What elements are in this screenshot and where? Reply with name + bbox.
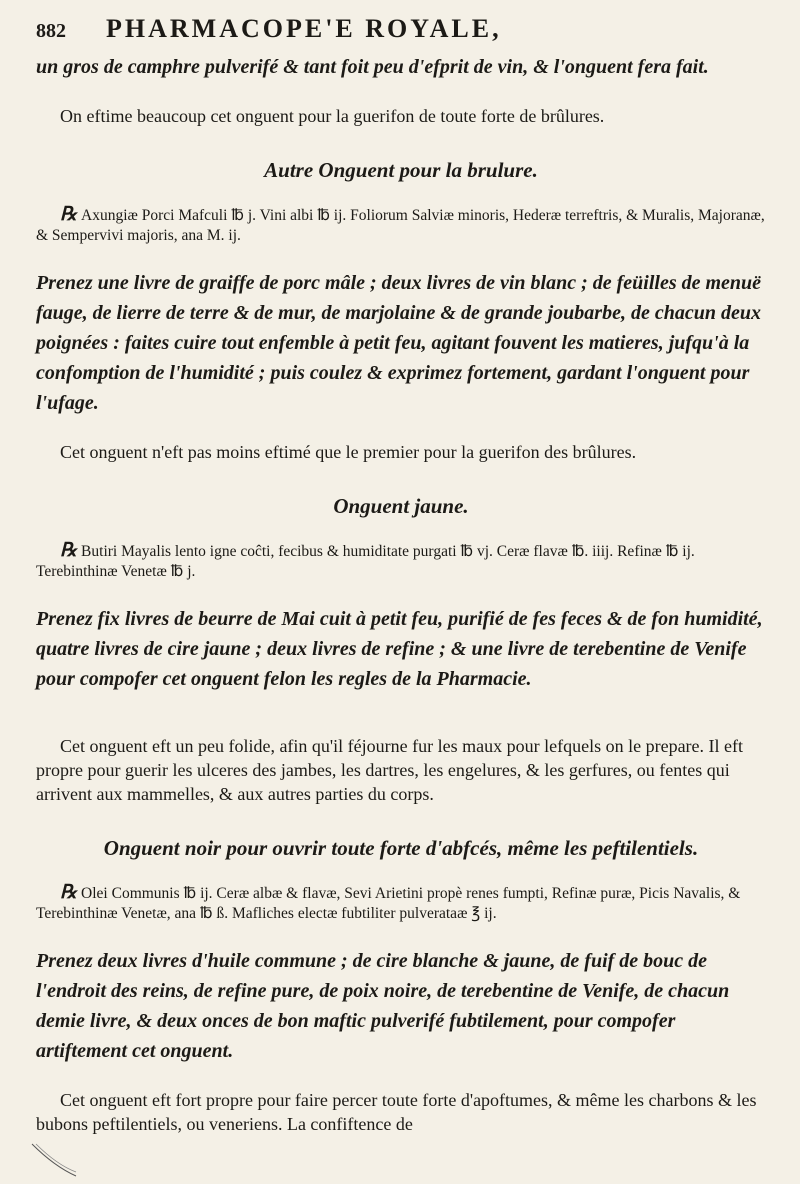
note-jaune: Cet onguent eft un peu folide, afin qu'il féjourne fur les maux pour lefquels on le prepare. Il eft propre pour guerir les ulceres des jambes, les dartres, les engelures, & les gerfures, ou fentes qui arrivent aux mammelles, & aux autres parties du corps. — [36, 736, 744, 804]
latin-recipe-noir — [36, 883, 766, 924]
french-recipe-brulure: Prenez une livre de graiffe de porc mâle ; deux livres de vin blanc ; de feüilles de menuë fauge, de lierre de terre & de mur, de marjolaine & de grande joubarbe, de chacun deux poignées : faites cuire tout enfemble à petit feu, agitant fouvent les matieres, jufqu'à la confomption de l'humidité ; puis coulez & exprimez fortement, gardant l'onguent pour l'ufage. — [36, 272, 762, 414]
recipe-symbol-icon: ℞ — [60, 540, 78, 561]
latin-recipe-jaune — [36, 541, 766, 582]
section-title-brulure: Autre Onguent pour la brulure. — [264, 158, 538, 182]
latin-recipe-brulure — [36, 205, 766, 246]
recipe-symbol-icon: ℞ — [60, 882, 78, 903]
running-title: PHARMACOPE'E ROYALE, — [106, 14, 502, 43]
recipe-symbol-icon: ℞ — [60, 204, 78, 225]
latin-recipe-text: Olei Communis ℔ ij. Ceræ albæ & flavæ, Sevi Arietini propè renes fumpti, Refinæ puræ, Picis Navalis, & Terebinthinæ Venetæ, ana ℔ ß. Mafliches electæ fubtiliter pulverataæ ℥ ij. — [36, 885, 741, 922]
note-brulure: Cet onguent n'eft pas moins eftimé que le premier pour la guerifon des brûlures. — [60, 442, 637, 462]
page-corner-stroke-icon — [30, 1142, 78, 1178]
page-header — [36, 14, 766, 44]
section-title-jaune: Onguent jaune. — [333, 494, 469, 518]
french-recipe-jaune: Prenez fix livres de beurre de Mai cuit à petit feu, purifié de fes feces & de fon humidité, quatre livres de cire jaune ; deux livres de refine ; & une livre de terebentine de Venife pour compofer cet onguent felon les regles de la Pharmacie. — [36, 608, 763, 690]
french-recipe-noir: Prenez deux livres d'huile commune ; de cire blanche & jaune, de fuif de bouc de l'endroit des reins, de refine pure, de poix noire, de terebentine de Venife, de chacun demie livre, & deux onces de bon maftic pulverifé fubtilement, pour compofer artiftement cet onguent. — [36, 950, 730, 1062]
note-noir: Cet onguent eft fort propre pour faire percer toute forte d'apoftumes, & même les charbons & les bubons peftilentiels, ou veneriens. La confiftence de — [36, 1090, 757, 1134]
page-number: 882 — [36, 20, 66, 42]
intro-italic-text: un gros de camphre pulverifé & tant foit peu d'efprit de vin, & l'onguent fera fait. — [36, 56, 709, 78]
latin-recipe-text: Butiri Mayalis lento igne coĉti, fecibus & humiditate purgati ℔ vj. Ceræ flavæ ℔. iiij. Refinæ ℔ ij. Terebinthinæ Venetæ ℔ j. — [36, 543, 695, 580]
intro-paragraph: On eftime beaucoup cet onguent pour la guerifon de toute forte de brûlures. — [60, 106, 605, 126]
latin-recipe-text: Axungiæ Porci Mafculi ℔ j. Vini albi ℔ ij. Foliorum Salviæ minoris, Hederæ terreftris, & Muralis, Majoranæ, & Sempervivi majoris, ana M. ij. — [36, 207, 765, 244]
section-title-noir: Onguent noir pour ouvrir toute forte d'abfcés, même les peftilentiels. — [103, 836, 699, 860]
